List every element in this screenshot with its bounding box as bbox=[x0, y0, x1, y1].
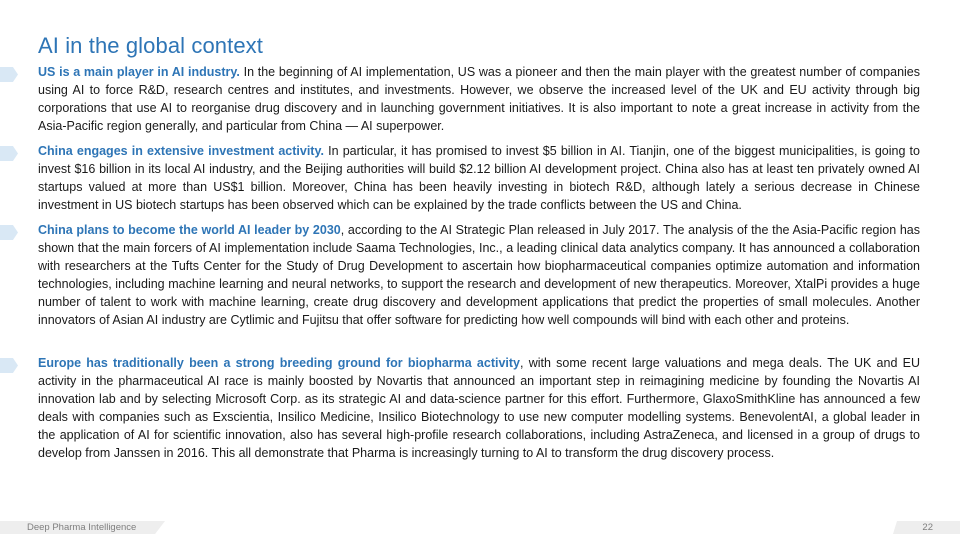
paragraph-china-investment-body: In particular, it has promised to invest $5 billion in AI. Tianjin, one of the biggest municipalities, is going to invest $16 billion in its local AI industry, and the Beijing authorities will build $2.12 billion AI development project. China also has at least ten privately owned AI startups valued at more than US$1 billion. Moreover, China has been heavily investing in biotech R&D, although lately a serious decrease in Chinese investment in US biotech startups has been observed which can be explained by the trade conflicts between the US and China. bbox=[38, 144, 920, 212]
paragraph-europe bbox=[38, 354, 920, 462]
paragraph-china-2030-lead: China plans to become the world AI leader by 2030 bbox=[38, 223, 341, 237]
paragraph-china-investment-lead: China engages in extensive investment activity. bbox=[38, 144, 324, 158]
bullet-marker-4 bbox=[0, 358, 18, 373]
paragraph-china-2030-body: , according to the AI Strategic Plan released in July 2017. The analysis of the the Asia-Pacific region has shown that the main forcers of AI implementation include Saama Technologies, Inc., a leading clinical data analytics company. It has announced a collaboration with researchers at the Tufts Center for the Study of Drug Development to ascertain how biopharmaceutical companies optimize automation and information technologies, including machine learning and neural networks, to support the research and development of new therapeutics. Moreover, XtalPi provides a huge number of talent to work with machine learning, create drug discovery and development applications that predict the properties of small molecules. Another innovators of Asian AI industry are Cytlimic and Fujitsu that offer software for predicting how well compounds will bind with each other and proteins. bbox=[38, 223, 920, 327]
paragraph-china-2030 bbox=[38, 221, 920, 329]
footer-brand: Deep Pharma Intelligence bbox=[27, 522, 137, 533]
bullet-marker-2 bbox=[0, 146, 18, 161]
paragraph-china-investment bbox=[38, 142, 920, 214]
paragraph-europe-lead: Europe has traditionally been a strong breeding ground for biopharma activity bbox=[38, 356, 521, 370]
paragraph-us-lead: US is a main player in AI industry. bbox=[38, 65, 240, 79]
paragraph-us bbox=[38, 63, 920, 135]
bullet-marker-1 bbox=[0, 67, 18, 82]
bullet-marker-3 bbox=[0, 225, 18, 240]
page-number: 22 bbox=[922, 522, 933, 533]
paragraph-europe-body: , with some recent large valuations and mega deals. The UK and EU activity in the pharmaceutical AI race is mainly boosted by Novartis that announced an important step in reimagining medicine by founding the Novartis AI innovation lab and by selecting Microsoft Corp. as its strategic AI and data-science partner for this effort. Furthermore, GlaxoSmithKline has announced a few deals with companies such as Exscientia, Insilico Medicine, Insilico Biotechnology to use new computer modelling systems. BenevolentAI, a global leader in the application of AI for scientific innovation, also has several high-profile research collaborations, including AstraZeneca, and licensed in a group of drugs to develop from Janssen in 2016. This all demonstrate that Pharma is increasingly turning to AI to transform the drug discovery process. bbox=[38, 356, 920, 460]
paragraph-us-body: In the beginning of AI implementation, US was a pioneer and then the main player with the greatest number of companies using AI to force R&D, research centres and institutes, and investments. However, we observe the increased level of the UK and EU activity through big corporations that use AI to reorganise drug discovery and in launching government initiatives. It is also important to note a great increase in activity from the Asia-Pacific region generally, and particular from China — AI superpower. bbox=[38, 65, 920, 133]
slide-title: AI in the global context bbox=[38, 32, 263, 58]
